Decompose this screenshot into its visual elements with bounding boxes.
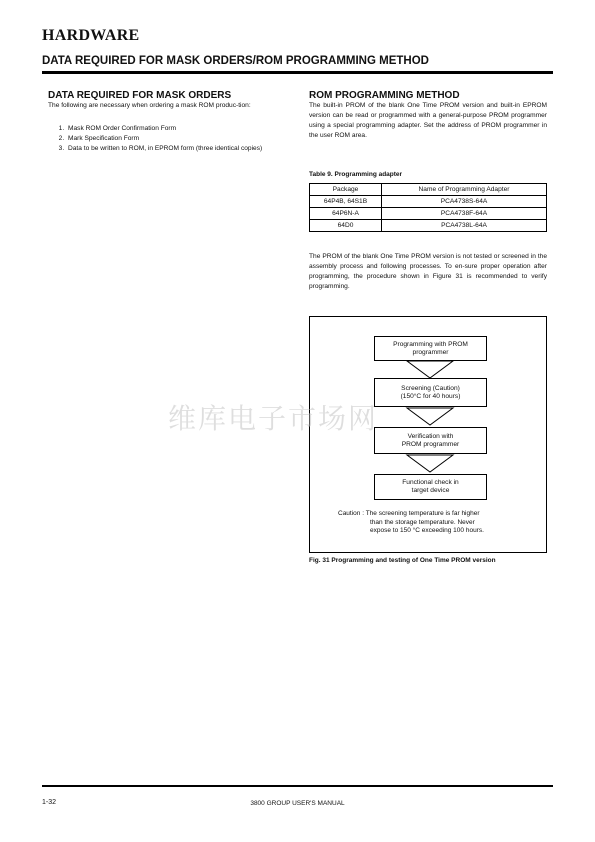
table-cell: 64P6N-A [310, 208, 382, 220]
section-title: HARDWARE [42, 27, 140, 44]
table-cell: PCA4738F-64A [382, 208, 547, 220]
flow-arrow-icon [405, 407, 455, 427]
mask-orders-list [48, 124, 306, 154]
mask-orders-heading: DATA REQUIRED FOR MASK ORDERS [48, 90, 232, 101]
flow-step-text: programmer [412, 348, 449, 356]
list-item: 1. Mask ROM Order Confirmation Form [66, 124, 306, 134]
table-cell: PCA4738S-64A [382, 196, 547, 208]
column-header: Package [310, 184, 382, 196]
table-caption: Table 9. Programming adapter [309, 171, 403, 178]
flow-step-screening [374, 378, 487, 407]
table-row [310, 196, 547, 208]
table-cell: PCA4738L-64A [382, 220, 547, 232]
caution-line: than the storage temperature. Never [370, 518, 475, 526]
rom-programming-intro: The built-in PROM of the blank One Time PROM version and built-in EPROM version can be read or programmed with a general-purpose PROM programmer using a special programming adapter. Set the address of PROM programmer in the user ROM area. [309, 102, 547, 139]
flow-step-functional-check [374, 474, 487, 500]
flow-step-text: Screening (Caution) [401, 384, 460, 392]
rom-programming-paragraph: The PROM of the blank One Time PROM version is not tested or screened in the assembly process and following processes. To en-sure proper operation after programming, the procedure shown in Figure 31 is recommended to verify programming. [309, 253, 547, 290]
table-cell: 64D0 [310, 220, 382, 232]
flow-step-text: Programming with PROM [393, 340, 468, 348]
watermark: 维库电子市场网 [168, 402, 379, 435]
list-item: 3. Data to be written to ROM, in EPROM form (three identical copies) [66, 144, 306, 154]
page-number: 1-32 [42, 799, 57, 806]
flow-step-text: (150°C for 40 hours) [400, 392, 461, 400]
table-row [310, 208, 547, 220]
footer-rule [42, 785, 553, 787]
caution-note [338, 510, 538, 536]
flow-step-programming [374, 336, 487, 361]
page-title: DATA REQUIRED FOR MASK ORDERS/ROM PROGRAMMING METHOD [42, 55, 429, 67]
flow-step-text: PROM programmer [401, 440, 460, 448]
programming-adapter-table [309, 183, 547, 232]
flow-step-text: Verification with [407, 432, 454, 440]
column-header: Name of Programming Adapter [382, 184, 547, 196]
flow-arrow-icon [405, 360, 455, 380]
caution-line: Caution : The screening temperature is far higher [338, 510, 480, 517]
caution-line: expose to 150 °C exceeding 100 hours. [370, 527, 484, 534]
table-row [310, 220, 547, 232]
flow-step-text: target device [411, 487, 450, 494]
title-rule [42, 71, 553, 74]
flow-step-text: Functional check in [402, 479, 459, 486]
manual-title: 3800 GROUP USER'S MANUAL [250, 800, 345, 807]
mask-orders-intro: The following are necessary when ordering a mask ROM produc-tion: [48, 102, 251, 109]
list-item: 2. Mark Specification Form [66, 134, 306, 144]
flow-arrow-icon [405, 454, 455, 474]
figure-caption: Fig. 31 Programming and testing of One Time PROM version [309, 557, 496, 564]
table-header-row [310, 184, 547, 196]
table-cell: 64P4B, 64S1B [310, 196, 382, 208]
rom-programming-heading: ROM PROGRAMMING METHOD [309, 90, 460, 101]
flow-step-verification [374, 427, 487, 454]
